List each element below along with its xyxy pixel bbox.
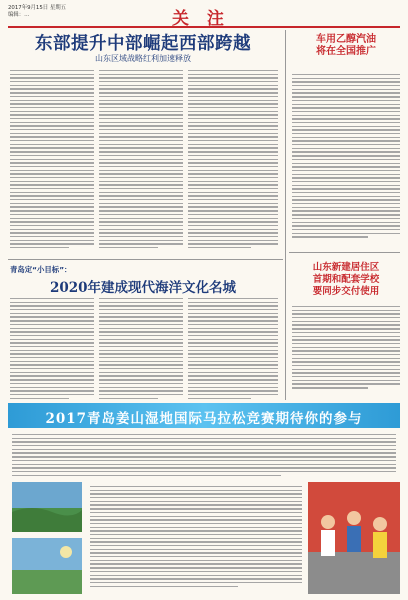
lead-column-2 [99, 70, 183, 251]
block2-kicker: 青岛定“小目标”： [10, 265, 72, 274]
wetland-photo-1 [12, 482, 82, 532]
page-header [8, 4, 400, 28]
section-title: 关 注 [172, 9, 230, 29]
block2-headline: 2020年建成现代海洋文化名城 [49, 280, 237, 296]
marathon-runners-photo [308, 482, 400, 594]
side-story-1-title-line-1: 车用乙醇汽油 [316, 34, 376, 45]
wetland-photo-2 [12, 538, 82, 594]
side-story-2-title-line-1: 山东新建居住区 [312, 262, 380, 273]
divider-rule-1 [8, 259, 283, 260]
side-story-2-title [290, 262, 402, 298]
bottom-body-text [90, 486, 302, 589]
column-divider [285, 30, 286, 400]
header-date: 2017年9月15日 星期五 [8, 5, 67, 11]
lead-column-1 [10, 70, 94, 251]
side-story-1-title-line-2: 将在全国推广 [316, 46, 376, 57]
block2-column-1 [10, 298, 94, 401]
side-story-2-title-line-3: 要同步交付使用 [312, 286, 380, 297]
side-story-2-title-line-2: 首期和配套学校 [312, 274, 380, 285]
divider-rule-2 [289, 252, 400, 253]
marathon-banner [8, 403, 400, 428]
bottom-intro-text [12, 434, 396, 478]
side-story-1-body [292, 74, 400, 240]
lead-subhead: 山东区域战略红利加速释放 [95, 54, 191, 63]
block2-column-3 [188, 298, 278, 401]
header-date-block [8, 5, 66, 19]
lead-headline: 东部提升中部崛起西部跨越 [35, 34, 251, 54]
block2-column-2 [99, 298, 183, 401]
side-story-1-title [290, 34, 402, 58]
banner-text: 2017青岛姜山湿地国际马拉松竞赛期待你的参与 [45, 411, 363, 427]
header-editor: 编辑：… [8, 12, 30, 18]
side-story-2-body [292, 306, 400, 391]
lead-column-3 [188, 70, 278, 251]
